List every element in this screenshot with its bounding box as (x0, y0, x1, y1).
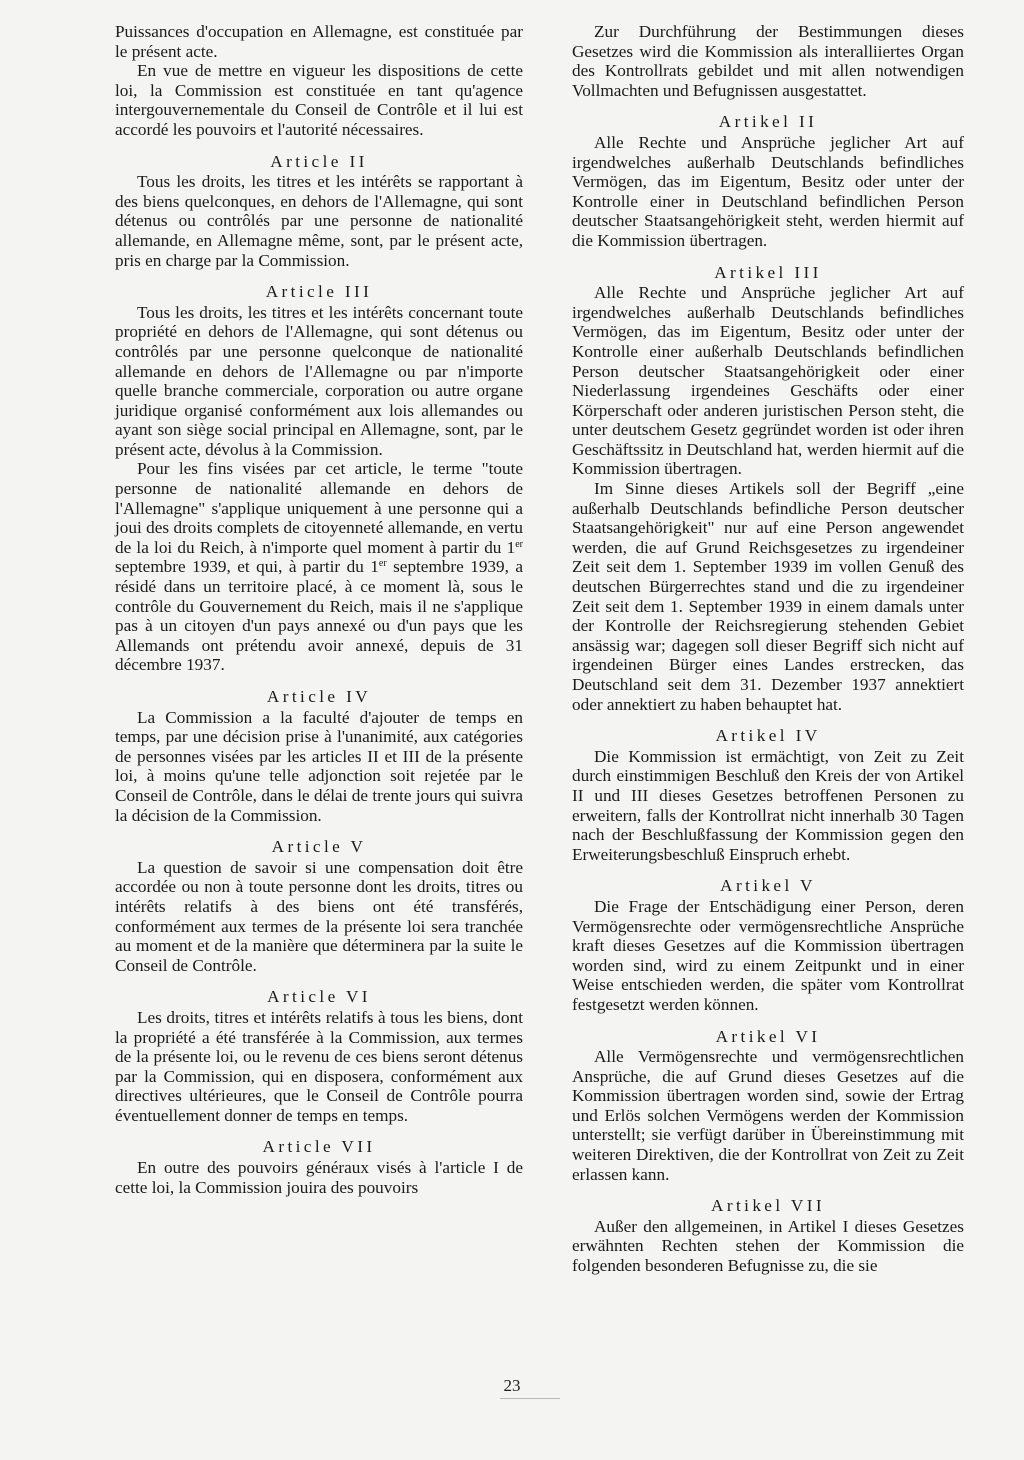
page-number-underline (500, 1398, 560, 1399)
paragraph: Außer den allgemeinen, in Artikel I dieses Gesetzes erwähnten Rechten stehen der Kommission die folgenden besonderen Befugnisse zu, die sie (572, 1216, 964, 1276)
article-heading: Article VII (262, 1137, 376, 1157)
article-heading: Artikel III (714, 262, 822, 282)
article-heading: Article IV (266, 687, 372, 706)
paragraph: Alle Vermögensrechte und vermögensrechtlichen Ansprüche, die auf Grund dieses Gesetzes auf die Kommission übertragen worden sind, sowie der Ertrag und Erlös solchen Vermögens werden der Kommission unterstellt; sie verfügt darüber in Übereinstimmung mit weiteren Direktiven, die der Kontrollrat von Zeit zu Zeit erlassen kann. (572, 1047, 964, 1184)
superscript: er (378, 558, 387, 570)
article-heading: Artikel VI (715, 1026, 821, 1046)
paragraph: En vue de mettre en vigueur les dispositions de cette loi, la Commission est constituée en tant qu'agence intergouvernementale du Conseil de Contrôle et il lui est accordé les pouvoirs et l'autorité nécessaires. (115, 61, 523, 139)
text-run: Pour les fins visées par cet article, le terme "toute personne de nationalité allemande en dehors de l'Allemagne" s'applique uniquement à une personne qui a joui des droits complets de citoyenneté allemande, en vertu de la loi du Reich, à n'importe quel moment à partir du 1 (115, 459, 523, 557)
article-heading: Artikel II (718, 112, 818, 132)
paragraph: Tous les droits, les titres et les intérêts concernant toute propriété en dehors de l'Allemagne, qui sont détenus ou contrôlés par une personne quelconque de nationalité allemande en dehors de l'Allemagne ou par n'importe quelle branche commerciale, corporation ou autre organe juridique organisé conformément aux lois allemandes ou ayant son siège social principal en Allemagne, sont, par le présent acte, dévolus à la Commission. (115, 302, 523, 459)
paragraph: Alle Rechte und Ansprüche jeglicher Art auf irgendwelches außerhalb Deutschlands befindliches Vermögen, das im Eigentum, Besitz oder unter der Kontrolle einer außerhalb Deutschlands befindlichen Person deutscher Staatsangehörigkeit oder einer Niederlassung irgendeines Geschäfts oder einer Körperschaft oder anderen juristischen Person steht, die unter deutschem Gesetz gegründet worden ist oder ihren Geschäftssitz in Deutschland hat, werden hiermit auf die Kommission übertragen. (572, 283, 964, 479)
paragraph: Zur Durchführung der Bestimmungen dieses Gesetzes wird die Kommission als interalliiertes Organ des Kontrollrats gebildet und mit allen notwendigen Vollmachten und Befugnissen ausgestattet. (572, 22, 964, 100)
article-heading: Article VI (267, 987, 371, 1007)
superscript: er (515, 538, 523, 550)
article-heading: Artikel VII (711, 1196, 825, 1216)
paragraph (115, 459, 523, 675)
article-heading: Article II (270, 151, 368, 171)
paragraph: Die Kommission ist ermächtigt, von Zeit zu Zeit durch einstimmigen Beschluß den Kreis der von Artikel II und III dieses Gesetzes betroffenen Personen zu erweitern, falls der Kontrollrat nicht innerhalb 30 Tagen nach der Beschlußfassung der Kommission gegen den Erweiterungsbeschluß Einspruch erhebt. (572, 746, 964, 864)
text-run: septembre 1939, a résidé dans un territoire placé, à ce moment là, sous le contrôle du Gouvernement du Reich, mais il ne s'applique pas à un citoyen d'un pays annexé ou d'un pays que les Allemands ont prétendu avoir annexé, depuis de 31 décembre 1937. (115, 557, 523, 675)
french-column (115, 22, 523, 1197)
article-heading: Artikel V (720, 876, 816, 896)
paragraph: Les droits, titres et intérêts relatifs à tous les biens, dont la propriété a été transférée à la Commission, aux termes de la présente loi, ou le revenu de ces biens seront détenus par la Commission, qui en disposera, conformément aux directives ultérieures, que le Conseil de Contrôle pourra éventuellement donner de temps en temps. (115, 1007, 523, 1125)
paragraph: Im Sinne dieses Artikels soll der Begriff „eine außerhalb Deutschlands befindliche Person deutscher Staatsangehörigkeit" nur auf eine Person angewendet werden, die auf Grund Reichsgesetzes zu irgendeiner Zeit seit dem 1. September 1939 im vollen Genuß des deutschen Bürgerrechtes stand und die zu irgendeiner Zeit seit dem 1. September 1939 in einem damals unter der Kontrolle der Reichsregierung stehenden Gebiet ansässig war; dagegen soll dieser Begriff sich nicht auf irgendeinen Bürger eines Landes erstrecken, das Deutschland seit dem 31. Dezember 1937 annektiert oder annektiert zu haben behauptet hat. (572, 479, 964, 714)
page-number: 23 (503, 1376, 521, 1395)
article-heading: Article V (271, 837, 367, 857)
article-heading: Artikel IV (715, 726, 821, 746)
paragraph: Tous les droits, les titres et les intérêts se rapportant à des biens quelconques, en dehors de l'Allemagne, qui sont détenus ou contrôlés par une personne de nationalité allemande, en Allemagne même, sont, par le présent acte, pris en charge par la Commission. (115, 172, 523, 270)
text-run: septembre 1939, et qui, à partir du 1 (115, 557, 379, 577)
german-column (572, 22, 964, 1276)
paragraph: Puissances d'occupation en Allemagne, est constituée par le présent acte. (115, 22, 523, 61)
paragraph: Die Frage der Entschädigung einer Person, deren Vermögensrechte oder vermögensrechtliche Ansprüche kraft dieses Gesetzes auf die Kommission übertragen worden sind, wird zu einem Zeitpunkt und in einer Weise entschieden werden, die später vom Kontrollrat festgesetzt werden können. (572, 896, 964, 1014)
paragraph: La question de savoir si une compensation doit être accordée ou non à toute personne dont les droits, titres ou intérêts relatifs à des biens ont été transférés, conformément aux termes de la présente loi sera tranchée au moment et de la manière que déterminera par la suite le Conseil de Contrôle. (115, 857, 523, 975)
paragraph: La Commission a la faculté d'ajouter de temps en temps, par une décision prise à l'unanimité, aux catégories de personnes visées par les articles II et III de la présente loi, à moins qu'une telle adjonction soit rejetée par le Conseil de Contrôle, dans le délai de trente jours qui suivra la décision de la Commission. (115, 707, 523, 825)
paragraph: Alle Rechte und Ansprüche jeglicher Art auf irgendwelches außerhalb Deutschlands befindliches Vermögen, das im Eigentum, Besitz oder unter der Kontrolle einer in Deutschland befindlichen Person deutscher Staatsangehörigkeit steht, werden hiermit auf die Kommission übertragen. (572, 132, 964, 250)
article-heading: Article III (265, 282, 373, 302)
paragraph: En outre des pouvoirs généraux visés à l'article I de cette loi, la Commission jouira des pouvoirs (115, 1158, 523, 1197)
